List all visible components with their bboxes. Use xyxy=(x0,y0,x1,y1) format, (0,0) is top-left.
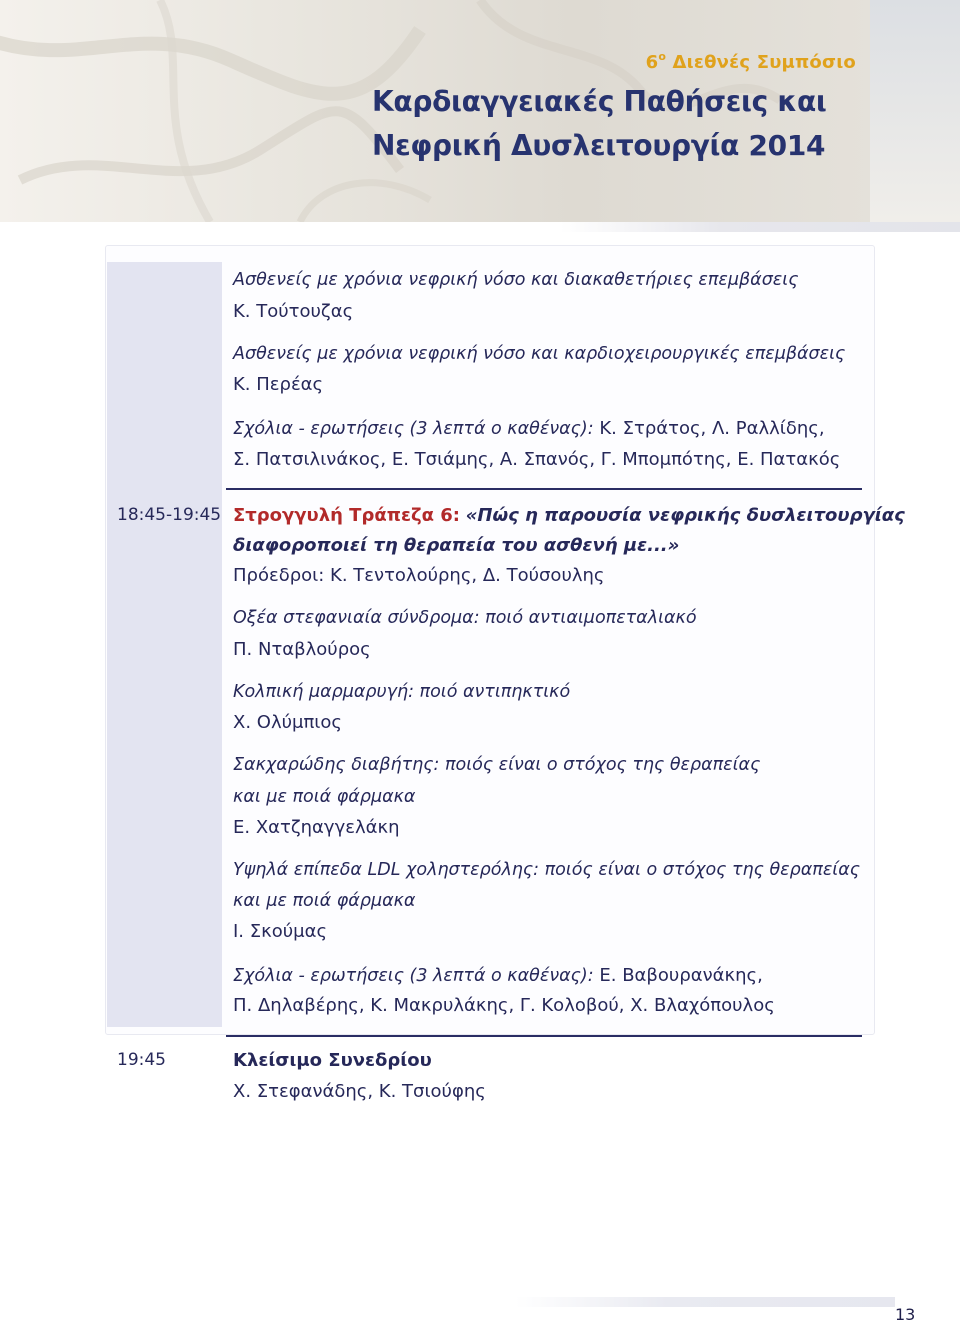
session-heading xyxy=(233,505,905,526)
conference-title xyxy=(372,80,827,168)
comments-label: Σχόλια - ερωτήσεις (3 λεπτά ο καθένας): xyxy=(233,966,594,986)
talk-title: και με ποιά φάρμακα xyxy=(233,891,416,911)
comments-names: Κ. Στράτος, Λ. Ραλλίδης, xyxy=(599,418,825,439)
comments-names: Ε. Βαβουρανάκης, xyxy=(599,965,763,986)
comments-label: Σχόλια - ερωτήσεις (3 λεπτά ο καθένας): xyxy=(233,419,594,439)
closing-speakers: Χ. Στεφανάδης, Κ. Τσιούφης xyxy=(233,1081,486,1102)
time-column-bar xyxy=(107,262,222,1027)
page-number: 13 xyxy=(895,1305,916,1324)
closing-time: 19:45 xyxy=(117,1050,166,1070)
comments-names: Σ. Πατσιλινάκος, Ε. Τσιάμης, Α. Σπανός, Γ. Μπομπότης, Ε. Πατακός xyxy=(233,449,841,470)
talk-title: και με ποιά φάρμακα xyxy=(233,787,416,807)
talk-title: Κολπική μαρμαρυγή: ποιό αντιπηκτικό xyxy=(233,682,571,702)
symposium-label: $6^o$ Διεθνές Συμπόσιο xyxy=(645,50,856,73)
session-chairs xyxy=(233,565,605,586)
talk-title: Ασθενείς με χρόνια νεφρική νόσο και διακαθετήριες επεμβάσεις xyxy=(233,270,799,290)
talk-title: Οξέα στεφανιαία σύνδρομα: ποιό αντιαιμοπεταλιακό xyxy=(233,608,697,628)
talk-title: Σακχαρώδης διαβήτης: ποιός είναι ο στόχος της θεραπείας xyxy=(233,755,761,775)
conference-title-line1: Καρδιαγγειακές Παθήσεις και xyxy=(372,85,827,118)
talk-speaker: Κ. Περέας xyxy=(233,374,324,395)
banner-corner xyxy=(870,0,960,222)
section-divider xyxy=(226,1035,862,1037)
talk-speaker: Π. Νταβλούρος xyxy=(233,639,371,660)
comments-names: Π. Δηλαβέρης, Κ. Μακρυλάκης, Γ. Κολοβού, Χ. Βλαχόπουλος xyxy=(233,995,775,1016)
session-time: 18:45-19:45 xyxy=(117,505,222,525)
talk-speaker: Ε. Χατζηαγγελάκη xyxy=(233,817,400,838)
section-divider xyxy=(226,488,862,490)
talk-title: Υψηλά επίπεδα LDL χοληστερόλης: ποιός είναι ο στόχος της θεραπείας xyxy=(233,860,861,880)
closing-title: Κλείσιμο Συνεδρίου xyxy=(233,1050,432,1071)
chairs-label: Πρόεδροι: xyxy=(233,565,325,586)
session-title: «Πώς η παρουσία νεφρικής δυσλειτουργίας xyxy=(465,505,905,526)
comments-line xyxy=(233,965,763,986)
banner-edge xyxy=(560,222,960,232)
conference-title-line2: Νεφρική Δυσλειτουργία 2014 xyxy=(372,129,826,162)
footer-strip xyxy=(515,1297,895,1307)
header-banner xyxy=(0,0,960,222)
chairs-names: Κ. Τεντολούρης, Δ. Τούσουλης xyxy=(330,565,605,586)
talk-speaker: Κ. Τούτουζας xyxy=(233,301,354,322)
talk-speaker: Ι. Σκούμας xyxy=(233,921,328,942)
talk-title: Ασθενείς με χρόνια νεφρική νόσο και καρδιοχειρουργικές επεμβάσεις xyxy=(233,344,846,364)
comments-line xyxy=(233,418,825,439)
session-label: Στρογγυλή Τράπεζα 6: xyxy=(233,505,460,526)
session-title: διαφοροποιεί τη θεραπεία του ασθενή με...» xyxy=(233,535,680,556)
talk-speaker: Χ. Ολύμπιος xyxy=(233,712,342,733)
